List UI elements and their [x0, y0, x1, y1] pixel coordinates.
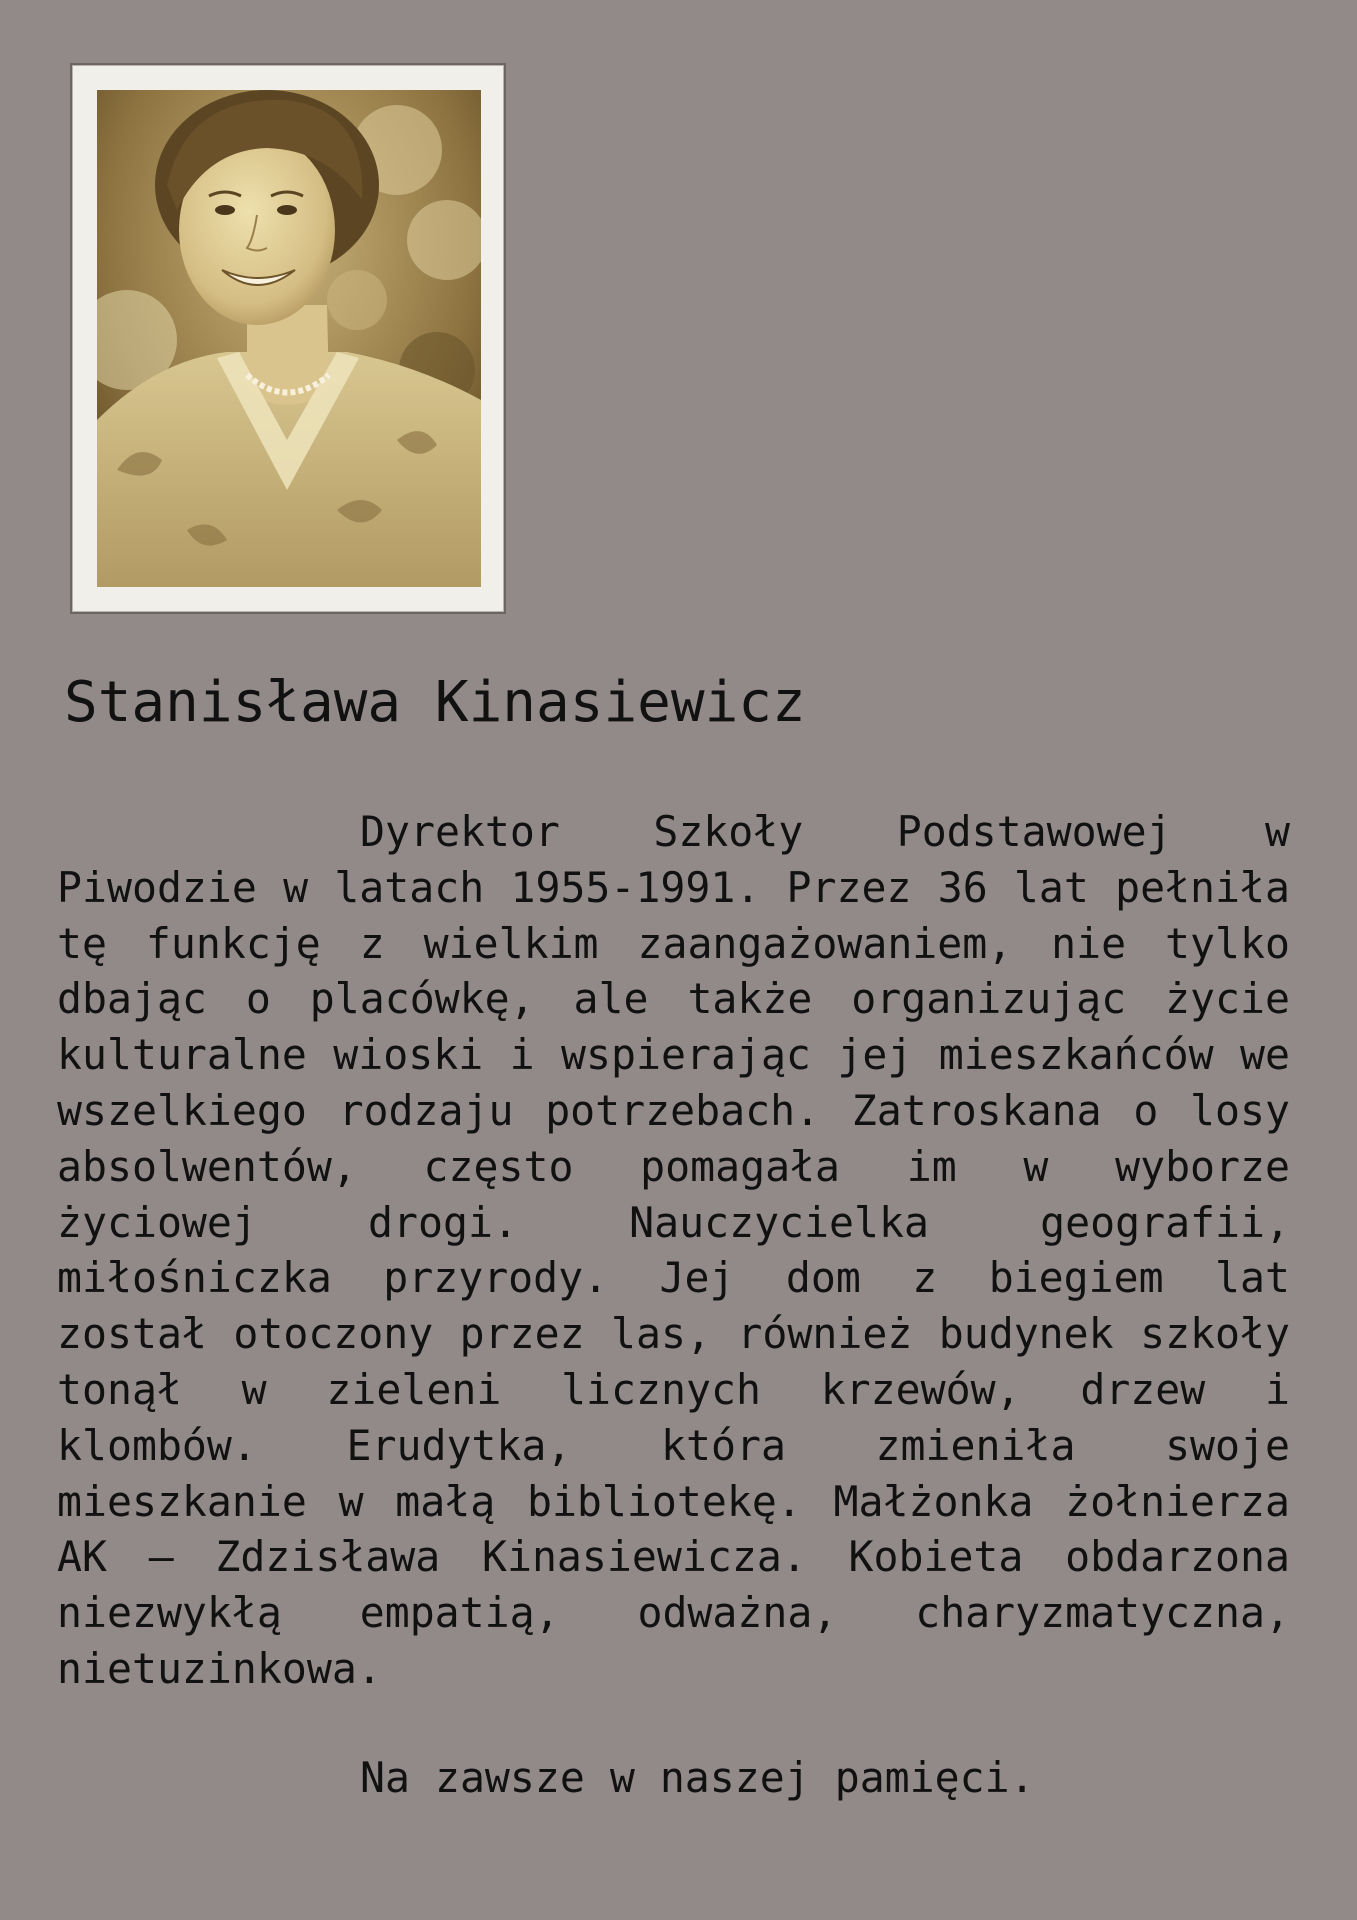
- portrait-frame: [70, 63, 506, 614]
- person-name: Stanisława Kinasiewicz: [64, 670, 806, 735]
- portrait-photo: [97, 90, 481, 587]
- memorial-closing: Na zawsze w naszej pamięci.: [360, 1753, 1035, 1802]
- biography-text: Dyrektor Szkoły Podstawowej w Piwodzie w latach 1955-1991. Przez 36 lat pełniła tę funkcję z wielkim zaangażowaniem, nie tylko dbając o placówkę, ale także organizując życie kulturalne wioski i wspierając jej mieszkańców we wszelkiego rodzaju potrzebach. Zatroskana o losy absolwentów, często pomagała im w wyborze życiowej drogi. Nauczycielka geografii, miłośniczka przyrody. Jej dom z biegiem lat został otoczony przez las, również budynek szkoły tonął w zieleni licznych krzewów, drzew i klombów. Erudytka, która zmieniła swoje mieszkanie w małą bibliotekę. Małżonka żołnierza AK – Zdzisława Kinasiewicza. Kobieta obdarzona niezwykłą empatią, odważna, charyzmatyczna, nietuzinkowa.: [57, 807, 1290, 1693]
- portrait-photo-sepia-icon: [97, 90, 481, 587]
